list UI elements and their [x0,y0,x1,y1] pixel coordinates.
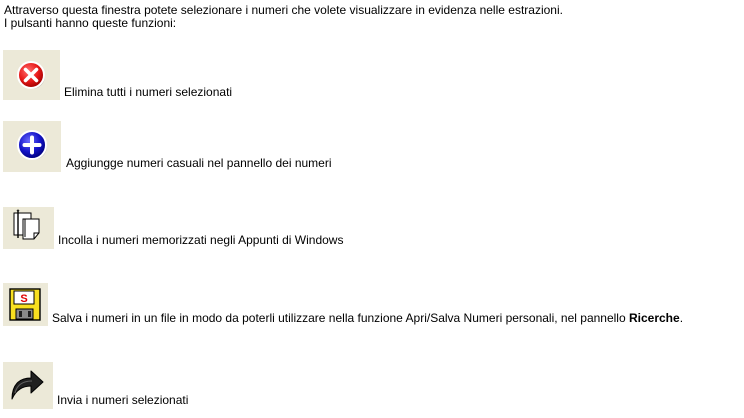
save-description-text: Salva i numeri in un file in modo da poterli utilizzare nella funzione Apri/Salva Numeri personali, nel pannello [52,311,629,325]
save-floppy-icon [3,283,48,326]
add-plus-icon [3,121,61,172]
save-button[interactable] [3,283,48,326]
add-description: Aggiungge numeri casuali nel pannello dei numeri [66,156,332,170]
delete-all-button[interactable] [3,50,60,100]
svg-text:S: S [20,293,28,305]
help-item-save [3,283,683,326]
intro-text [4,4,563,30]
ricerche-panel-name: Ricerche [628,311,680,325]
save-description-end: . [679,311,684,325]
delete-x-icon [3,50,60,100]
paste-clipboard-icon [3,207,54,249]
help-item-add [3,121,332,172]
paste-button[interactable] [3,207,54,249]
save-description [52,312,683,325]
help-item-paste [3,207,343,249]
intro-line-2: I pulsanti hanno queste funzioni: [4,16,177,30]
send-arrow-icon [3,362,53,409]
intro-line-1: Attraverso questa finestra potete selezionare i numeri che volete visualizzare in evidenza nelle estrazioni. [4,3,563,17]
paste-description: Incolla i numeri memorizzati negli Appunti di Windows [58,233,344,247]
delete-description: Elimina tutti i numeri selezionati [64,85,233,99]
send-description: Invia i numeri selezionati [57,393,189,407]
add-random-button[interactable] [3,121,61,172]
help-item-send [3,362,188,409]
send-button[interactable] [3,362,53,409]
help-item-delete [3,50,232,100]
